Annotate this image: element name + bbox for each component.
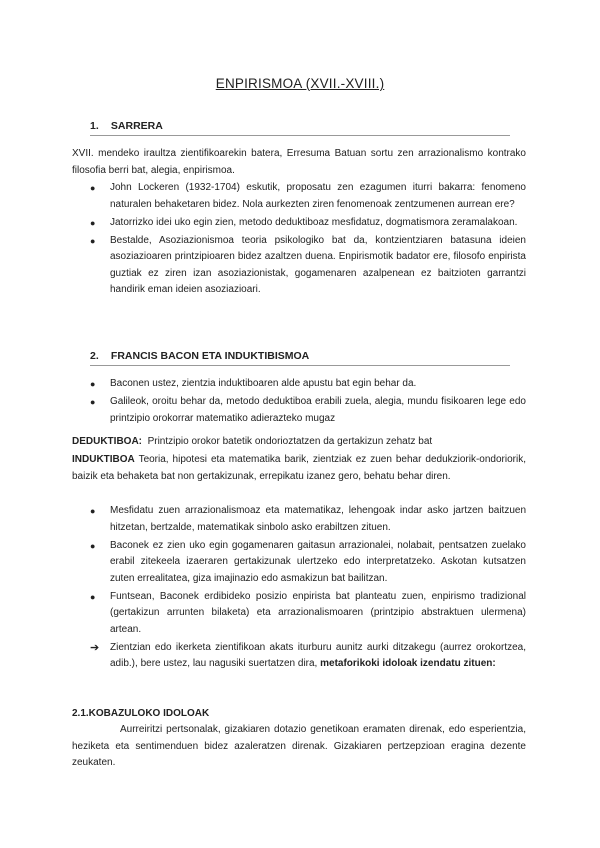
- section-2-1-text: Aurreiritzi pertsonalak, gizakiaren dotazio genetikoan eramaten direnak, edo esperientzia, heziketa eta sentimenduen bidez azaleratzen direnak. Gizakiaren pertzepzioan eragina dezente zeukaten.: [72, 724, 526, 768]
- bullet-icon: ●: [90, 540, 96, 551]
- list-item: ➔ Zientzian edo ikerketa zientifikoan akats iturburu aunitz aurki ditzakegu (aurrez orokortzea, adib.), bere ustez, lau nagusiki suertatzen dira, metaforikoki idoloak izendatu zituen:: [90, 641, 526, 669]
- document-title: ENPIRISMOA (XVII.-XVIII.): [215, 76, 385, 91]
- bullet-icon: ●: [90, 217, 96, 228]
- deduktiboa-text: Printzipio orokor batetik ondorioztatzen da gertakizun zehatz bat: [147, 436, 433, 447]
- section-1-heading: [90, 120, 510, 136]
- deduktiboa-label: DEDUKTIBOA:: [72, 436, 142, 447]
- bullet-icon: ●: [90, 506, 96, 516]
- list-item: ● Funtsean, Baconek erdibideko posizio enpirista bat planteatu zuen, enpirismo tradizional (gertakizun arrunten bilaketa) eta arrazionalismoaren (printzipio abstraktuen ulermena) artean.: [90, 590, 526, 635]
- list-item: ● Mesfidatu zuen arrazionalismoaz eta matematikaz, lehengoak indar asko jartzen baitzuen hitzetan, bertzalde, matematikak sinbolo asko erabiltzen zituen.: [90, 505, 526, 533]
- list-item: ● John Lockeren (1932-1704) eskutik, proposatu zen ezagumen iturri bakarra: fenomeno naturalen behaketaren bidez. Nola aurkezten ziren fenomenoak zentzumenen aurrean ere?: [90, 182, 526, 210]
- list-item: ● Baconen ustez, zientzia induktiboaren alde apustu bat egin behar da.: [90, 376, 526, 393]
- deduktiboa-definition: [72, 434, 526, 451]
- bullet-icon: ●: [90, 183, 96, 193]
- list-item: ● Galileok, oroitu behar da, metodo deduktiboa erabili zuela, alegia, mundu fisikoaren lege edo printzipio orokorrar matematiko adierazteko mugaz: [90, 396, 526, 424]
- section-2-1-heading: 2.1.KOBAZULOKO IDOLOAK: [72, 708, 210, 719]
- arrow-right-icon: ➔: [90, 641, 100, 654]
- induktiboa-text: Teoria, hipotesi eta matematika barik, zientziak ez zuen behar dedukziorik-ondoriorik, baizik eta behaketa bat non gertakizunak, errepikatu izanez gero, behatu behar diren.: [72, 454, 526, 482]
- section-1-title: SARRERA: [110, 120, 163, 132]
- section-2-bullet-list: [90, 376, 526, 429]
- induktiboa-label: INDUKTIBOA: [72, 454, 135, 465]
- section-2-heading: [90, 350, 510, 366]
- section-1-intro: XVII. mendeko iraultza zientifikoarekin batera, Erresuma Batuan sortu zen arrazionalismo kontrako filosofia berri bat, alegia, enpirismoa.: [72, 148, 526, 176]
- section-2-bullet-list-2: [90, 503, 526, 674]
- section-1-number: 1.: [90, 120, 99, 132]
- list-item: ● Baconek ez zien uko egin gogamenaren gaitasun arrazionalei, nolabait, pentsatzen zuelako erabil zitekeela izaeraren gertakizunak ulertzeko edo interpretatzeko. Askotan kutsatzen zuten errealitatea, giza imajinazio edo asmakizun bat bailitzan.: [90, 539, 526, 584]
- section-1-bullet-list: [90, 180, 526, 300]
- section-2-title: FRANCIS BACON ETA INDUKTIBISMOA: [110, 350, 310, 362]
- bullet-icon: ●: [90, 397, 96, 407]
- section-2-number: 2.: [90, 350, 99, 362]
- bullet-icon: ●: [90, 591, 96, 602]
- induktiboa-definition: [72, 452, 526, 485]
- list-item: ● Bestalde, Asoziazionismoa teoria psikologiko bat da, kontzientziaren batasuna ideien asoziazioaren printzipioaren bidez azaltzen duena. Enpirismotik badator ere, filosofo enpirista guztiak ez ziren izan asoziazionistak, gogamenaren azalpenean ez baitzioten garrantzi handirik eman ideien asoziazioari.: [90, 234, 526, 295]
- list-item: ● Jatorrizko idei uko egin zien, metodo deduktiboaz mesfidatuz, dogmatismora zeramalakoan.: [90, 215, 526, 232]
- bullet-icon: ●: [90, 235, 96, 246]
- bullet-icon: ●: [90, 379, 96, 389]
